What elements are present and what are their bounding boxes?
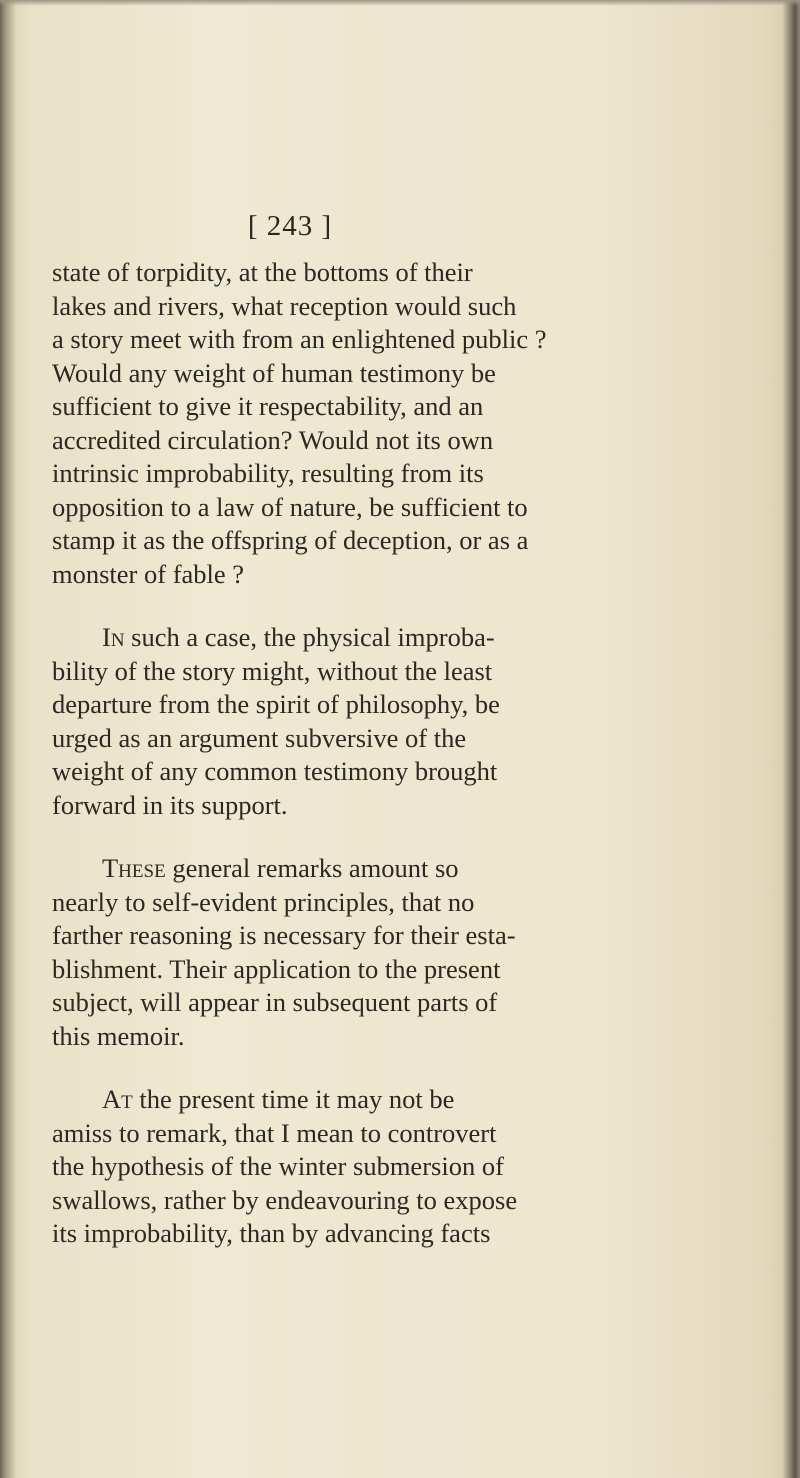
paragraph-2: [52, 621, 742, 822]
paragraph-4: [52, 1083, 742, 1251]
paragraph-3-lead: These: [102, 853, 166, 883]
paragraph-1: [52, 256, 742, 591]
body-text: [52, 256, 742, 1251]
paragraph-3-text: general remarks amount so nearly to self-evident principles, that no farther reasoning is necessary for their esta- blishment. Their application to the present subject, will appear in subsequent parts of this memoir.: [52, 853, 516, 1051]
page-number: [ 243 ]: [247, 210, 333, 242]
paragraph-4-text: the present time it may not be amiss to remark, that I mean to controvert the hypothesis of the winter submersion of swallows, rather by endeavouring to expose its improbability, than by advancing facts: [52, 1084, 518, 1248]
paragraph-3: [52, 852, 742, 1053]
paragraph-2-lead: In: [102, 622, 125, 652]
page-edge: [782, 0, 800, 1478]
paragraph-4-lead: At: [102, 1084, 133, 1114]
top-shadow: [0, 0, 800, 6]
paragraph-2-text: such a case, the physical improba- bility of the story might, without the least departure from the spirit of philosophy, be urged as an argument subversive of the weight of any common testimony brought forward in its support.: [52, 622, 500, 820]
paragraph-1-text: state of torpidity, at the bottoms of their lakes and rivers, what reception would such a story meet with from an enlightened public ? Would any weight of human testimony be sufficient to give it respectability, and an accredited circulation? Would not its own intrinsic improbability, resulting from its opposition to a law of nature, be sufficient to stamp it as the offspring of deception, or as a monster of fable ?: [52, 257, 547, 589]
